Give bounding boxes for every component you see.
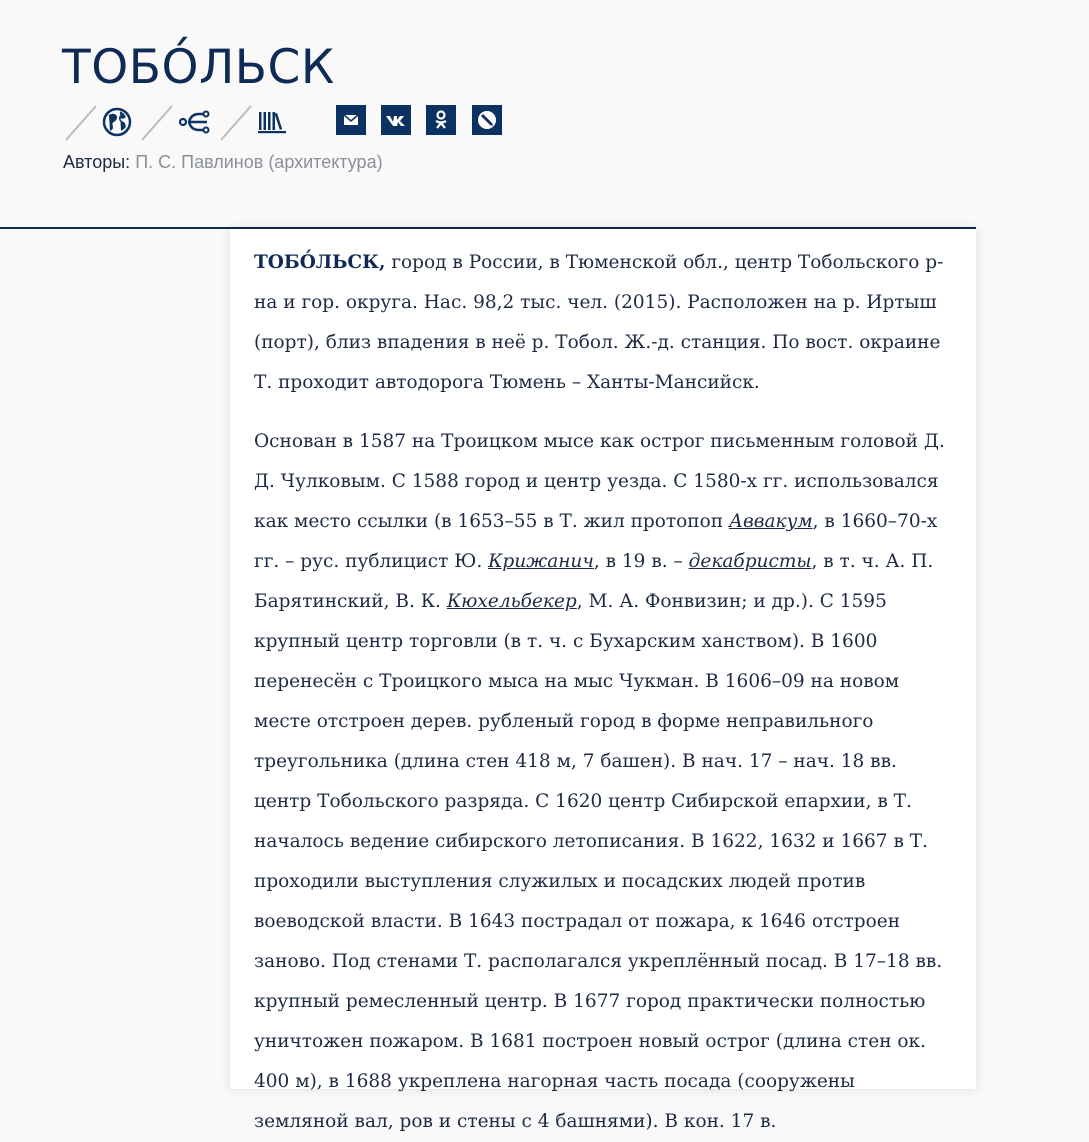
- article-card: [230, 229, 976, 1132]
- share-email-button[interactable]: [336, 105, 366, 135]
- article-term: ТОБО́ЛЬСК,: [254, 252, 386, 273]
- link-krizhanich[interactable]: Крижанич: [488, 551, 594, 572]
- share-vk-button[interactable]: [381, 105, 411, 135]
- separator-slash: [217, 102, 257, 142]
- share-odnoklassniki-button[interactable]: [426, 105, 456, 135]
- email-icon: [336, 105, 366, 135]
- authors-line: [63, 152, 383, 173]
- link-avvakum[interactable]: Аввакум: [728, 511, 813, 532]
- paragraph-text: город в России, в Тюменской обл., центр Тобольского р-на и гор. округа. Нас. 98,2 тыс. чел. (2015). Расположен на р. Иртыш (порт), близ впадения в неё р. Тобол. Ж.-д. станция. По вост. окраине Т. проходит автодорога Тюмень – Ханты-Мансийск.: [254, 252, 944, 393]
- link-decembrists[interactable]: декабристы: [688, 551, 812, 572]
- authors-value[interactable]: П. С. Павлинов (архитектура): [135, 152, 383, 172]
- livejournal-icon: [472, 105, 502, 135]
- separator-slash: [62, 102, 102, 142]
- odnoklassniki-icon: [426, 105, 456, 135]
- share-livejournal-button[interactable]: [472, 105, 502, 135]
- authors-label: Авторы:: [63, 152, 131, 172]
- paragraph-text: , в 19 в. –: [593, 551, 689, 572]
- page-title: ТОБО́ЛЬСК: [62, 40, 335, 95]
- library-icon[interactable]: [256, 105, 290, 139]
- separator-slash: [138, 102, 178, 142]
- paragraph-text: , в т. ч. А. П. Барятинский, В. К.: [254, 551, 934, 612]
- article-paragraph-2: [254, 422, 952, 1142]
- toolbar: [62, 102, 522, 142]
- vk-icon: [381, 105, 411, 135]
- paragraph-text: Основан в 1587 на Троицком мысе как острог письменным головой Д. Д. Чулковым. С 1588 город и центр уезда. С 1580-х гг. использовался как место ссылки (в 1653–55 в Т. жил протопоп: [254, 431, 945, 532]
- paragraph-text: , М. А. Фонвизин; и др.). С 1595 крупный центр торговли (в т. ч. с Бухарским ханством). В 1600 перенесён с Троицкого мыса на мыс Чукман. В 1606–09 на новом месте отстроен дерев. рубленый город в форме неправильного треугольника (длина стен 418 м, 7 башен). В нач. 17 – нач. 18 вв. центр Тобольского разряда. С 1620 центр Сибирской епархии, в Т. началось ведение сибирского летописания. В 1622, 1632 и 1667 в Т. проходили выступления служилых и посадских людей против воеводской власти. В 1643 пострадал от пожара, к 1646 отстроен заново. Под стенами Т. располагался укреплённый посад. В 17–18 вв. крупный ремесленный центр. В 1677 город практически полностью уничтожен пожаром. В 1681 построен новый острог (длина стен ок. 400 м), в 1688 укреплена нагорная часть посада (сооружены земляной вал, ров и стены с 4 башнями). В кон. 17 в.: [254, 591, 943, 1132]
- link-kuchelbecker[interactable]: Кюхельбекер: [446, 591, 577, 612]
- globe-icon[interactable]: [100, 105, 134, 139]
- paragraph-text: , в 1660–70-х гг. – рус. публицист Ю.: [254, 511, 938, 572]
- article-paragraph-1: [254, 229, 952, 403]
- page-header: [0, 0, 1089, 228]
- share-network-icon[interactable]: [177, 105, 211, 139]
